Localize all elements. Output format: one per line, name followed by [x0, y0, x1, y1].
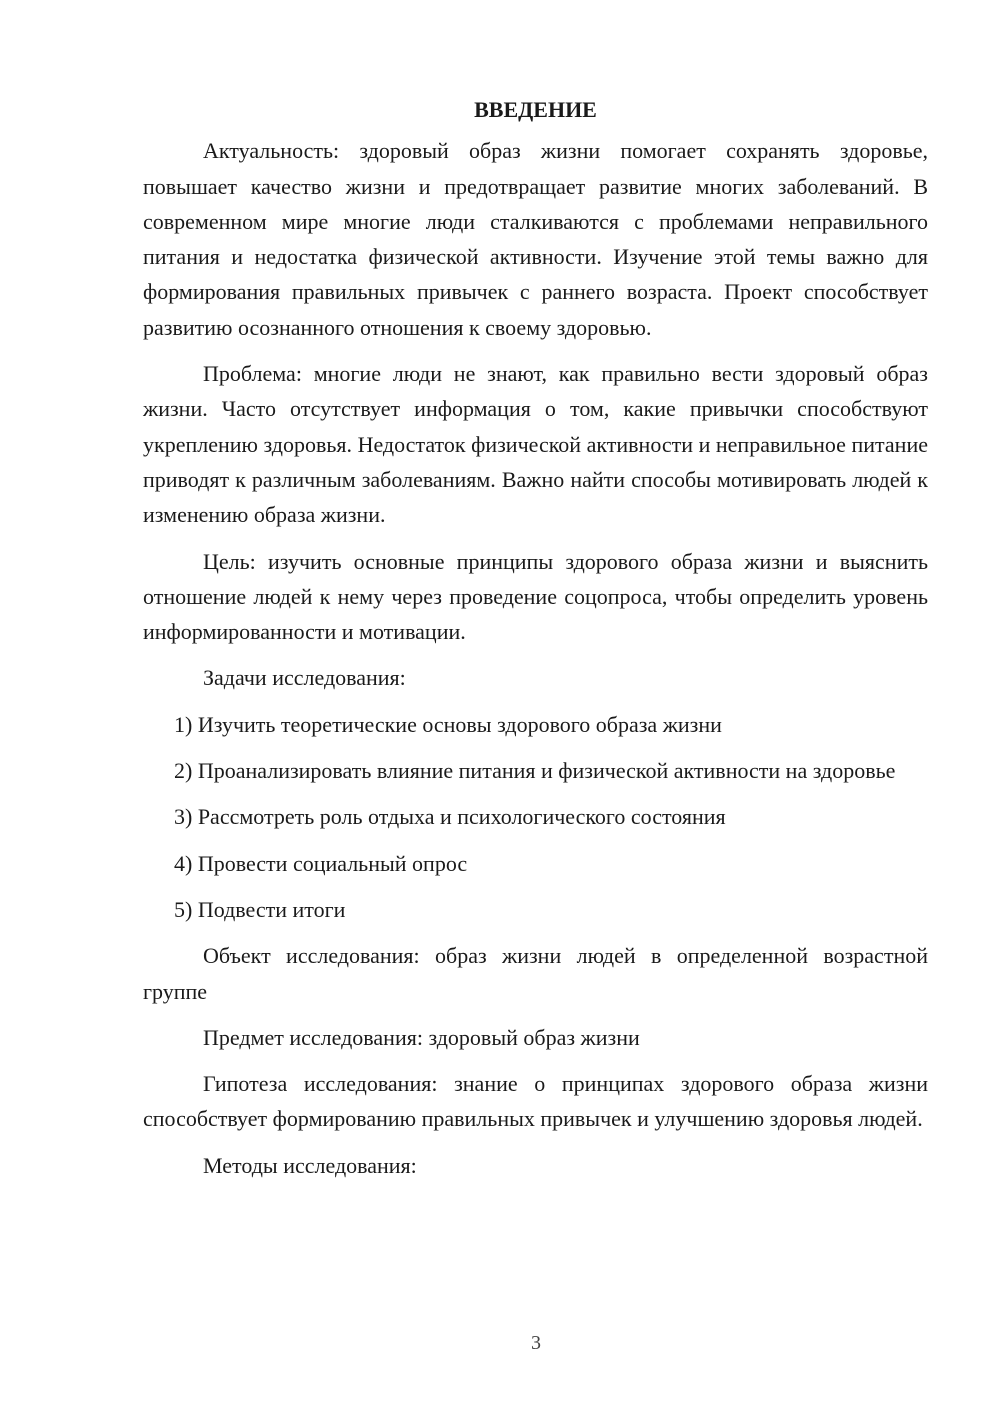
problem-paragraph: Проблема: многие люди не знают, как правильно вести здоровый образ жизни. Часто отсутствует информация о том, какие привычки способствуют укреплению здоровья. Недостаток физической активности и неправильное питание приводят к различным заболеваниям. Важно найти способы мотивировать людей к изменению образа жизни. [143, 361, 928, 528]
methods-heading: Методы исследования: [203, 1152, 417, 1178]
goal-paragraph: Цель: изучить основные принципы здорового образа жизни и выяснить отношение людей к нему через проведение соцопроса, чтобы определить уровень информированности и мотивации. [143, 548, 928, 645]
section-title: ВВЕДЕНИЕ [474, 97, 597, 122]
actuality-paragraph: Актуальность: здоровый образ жизни помогает сохранять здоровье, повышает качество жизни и предотвращает развитие многих заболеваний. В современном мире многие люди сталкиваются с проблемами неправильного питания и недостатка физической активности. Изучение этой темы важно для формирования правильных привычек с раннего возраста. Проект способствует развитию осознанного отношения к своему здоровью. [143, 138, 928, 340]
task-item-2: 2) Проанализировать влияние питания и физической активности на здоровье [174, 758, 896, 784]
subject-paragraph: Предмет исследования: здоровый образ жизни [203, 1024, 640, 1050]
task-item-5: 5) Подвести итоги [174, 896, 346, 922]
page-number: 3 [531, 1332, 541, 1354]
tasks-heading: Задачи исследования: [203, 665, 406, 691]
document-page [143, 92, 928, 1194]
task-item-4: 4) Провести социальный опрос [174, 850, 468, 876]
task-item-3: 3) Рассмотреть роль отдыха и психологического состояния [174, 804, 726, 830]
task-item-1: 1) Изучить теоретические основы здорового образа жизни [174, 711, 722, 737]
hypothesis-paragraph: Гипотеза исследования: знание о принципах здорового образа жизни способствует формированию правильных привычек и улучшению здоровья людей. [143, 1071, 928, 1132]
object-paragraph: Объект исследования: образ жизни людей в определенной возрастной группе [143, 943, 928, 1004]
